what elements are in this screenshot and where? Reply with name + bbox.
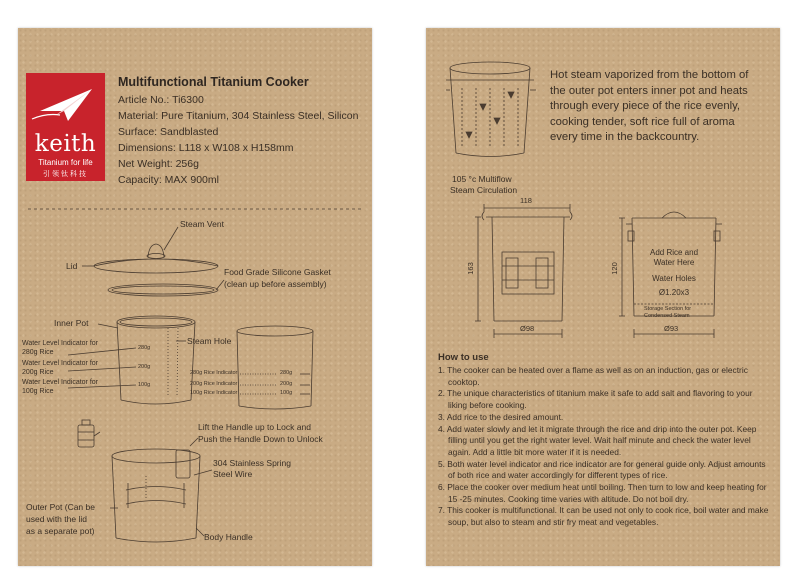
- label-steam-vent: Steam Vent: [180, 219, 224, 229]
- product-card-left: [18, 28, 372, 566]
- howto-step: 7. This cooker is multifunctional. It can be used not only to cook rice, boil water and make soup, but also to steam and stir fry meat and vegetables.: [438, 505, 769, 528]
- label-wl-200-2: 200g Rice: [22, 369, 54, 376]
- spec-surface: Surface: Sandblasted: [118, 126, 219, 138]
- label-storage-1: Storage Section for: [644, 306, 692, 312]
- gasket-drawing: [108, 284, 218, 296]
- label-add-rice-2: Water Here: [653, 258, 695, 267]
- label-wl-280-1: Water Level Indicator for: [22, 340, 98, 347]
- howto-step: 6. Place the cooker over medium heat until boiling. Then turn to low and keep heating for 15 -25 minutes. Cooking time varies with altitude. Do not boil dry.: [438, 482, 767, 504]
- side-mark-100: 100g: [280, 390, 293, 396]
- label-lid: Lid: [66, 261, 78, 271]
- label-wl-100-2: 100g Rice: [22, 388, 54, 395]
- label-wl-280-2: 280g Rice: [22, 349, 54, 356]
- label-gasket-2: (clean up before assembly): [224, 279, 327, 289]
- label-inner-pot: Inner Pot: [54, 318, 89, 328]
- side-mark-280: 280g: [280, 370, 293, 376]
- dim-height: 163: [465, 262, 475, 275]
- product-card-right: [426, 28, 780, 566]
- label-outer-1: Outer Pot (Can be: [26, 502, 95, 512]
- label-outer-2: used with the lid: [26, 514, 87, 524]
- label-wl-100-1: Water Level Indicator for: [22, 379, 98, 386]
- dim-width: 118: [520, 196, 532, 205]
- inner-pot-drawing: [117, 316, 195, 404]
- label-handle-2: Push the Handle Down to Unlock: [198, 434, 323, 444]
- howto-step: 1. The cooker can be heated over a flame as well as on an induction, gas or electric cooktop.: [438, 365, 748, 387]
- rice-indicator-200: 200g Rice Indicator: [190, 381, 238, 387]
- howto-steps: [438, 365, 772, 529]
- dimension-drawing-outer: [475, 204, 572, 338]
- dim-bottom: Ø98: [520, 324, 535, 333]
- circulation-label-2: Steam Circulation: [450, 185, 518, 195]
- keith-logo: [26, 73, 105, 181]
- rice-indicator-pot-drawing: [237, 326, 313, 409]
- label-body-handle: Body Handle: [204, 532, 253, 542]
- spec-dimensions: Dimensions: L118 x W108 x H158mm: [118, 142, 294, 154]
- paper-plane-icon: [26, 77, 105, 132]
- steam-description: Hot steam vaporized from the bottom of the outer pot enters inner pot and heats through every piece of the rice evenly, cooking tender, soft rice full of aroma every time in the backcountry.: [550, 69, 749, 144]
- howto-title: How to use: [438, 352, 489, 363]
- logo-tagline: Titanium for life: [38, 158, 93, 167]
- mark-100: 100g: [138, 382, 151, 388]
- mark-280: 280g: [138, 345, 151, 351]
- label-add-rice-1: Add Rice and: [649, 248, 699, 257]
- dim-inner-bottom: Ø93: [664, 324, 679, 333]
- side-mark-200: 200g: [280, 381, 293, 387]
- dim-inner-height: 120: [609, 262, 619, 275]
- howto-step: 2. The unique characteristics of titanium make it safe to add salt and flavoring to your liking before cooking.: [438, 388, 753, 411]
- label-spring-2: Steel Wire: [213, 469, 253, 479]
- spec-capacity: Capacity: MAX 900ml: [118, 174, 219, 186]
- label-spring-1: 304 Stainless Spring: [213, 458, 291, 468]
- rice-indicator-280: 280g Rice Indicator: [190, 370, 238, 376]
- howto-step: 5. Both water level indicator and rice indicator are for general guide only. Adjust amounts of both rice and water accordingly for different types of rice.: [438, 458, 766, 481]
- mark-200: 200g: [138, 364, 151, 370]
- howto-step: 4. Add water slowly and let it migrate through the rice and drip into the outer pot. Keep filling until you get the right water level. Wait half minute and check the water level again. Add a little bit more water if it is needed.: [438, 423, 757, 457]
- lid-drawing: [94, 244, 218, 273]
- label-handle-1: Lift the Handle up to Lock and: [198, 422, 311, 432]
- handle-lock-drawing: [78, 420, 100, 447]
- rice-indicator-100: 100g Rice Indicator: [190, 390, 238, 396]
- label-wl-200-1: Water Level Indicator for: [22, 360, 98, 367]
- steam-circulation-drawing: [446, 62, 536, 157]
- label-outer-3: as a separate pot): [26, 526, 95, 536]
- spec-article: Article No.: Ti6300: [118, 94, 204, 106]
- label-storage-2: Condensed Steam: [644, 313, 690, 319]
- label-water-holes: Water Holes: [652, 274, 696, 283]
- spec-material: Material: Pure Titanium, 304 Stainless Steel, Silicon: [118, 110, 359, 122]
- logo-brand: keith: [34, 131, 97, 157]
- spec-weight: Net Weight: 256g: [118, 158, 199, 170]
- product-title: Multifunctional Titanium Cooker: [118, 75, 309, 89]
- howto-step: 3. Add rice to the desired amount.: [438, 411, 564, 422]
- label-steam-hole: Steam Hole: [187, 336, 232, 346]
- outer-pot-drawing: [112, 449, 200, 542]
- label-holes-size: Ø1.20x3: [658, 288, 690, 297]
- label-gasket-1: Food Grade Silicone Gasket: [224, 267, 331, 277]
- logo-chinese: 引领钛科技: [43, 171, 88, 178]
- circulation-label-1: 105 °c Multiflow: [452, 174, 512, 184]
